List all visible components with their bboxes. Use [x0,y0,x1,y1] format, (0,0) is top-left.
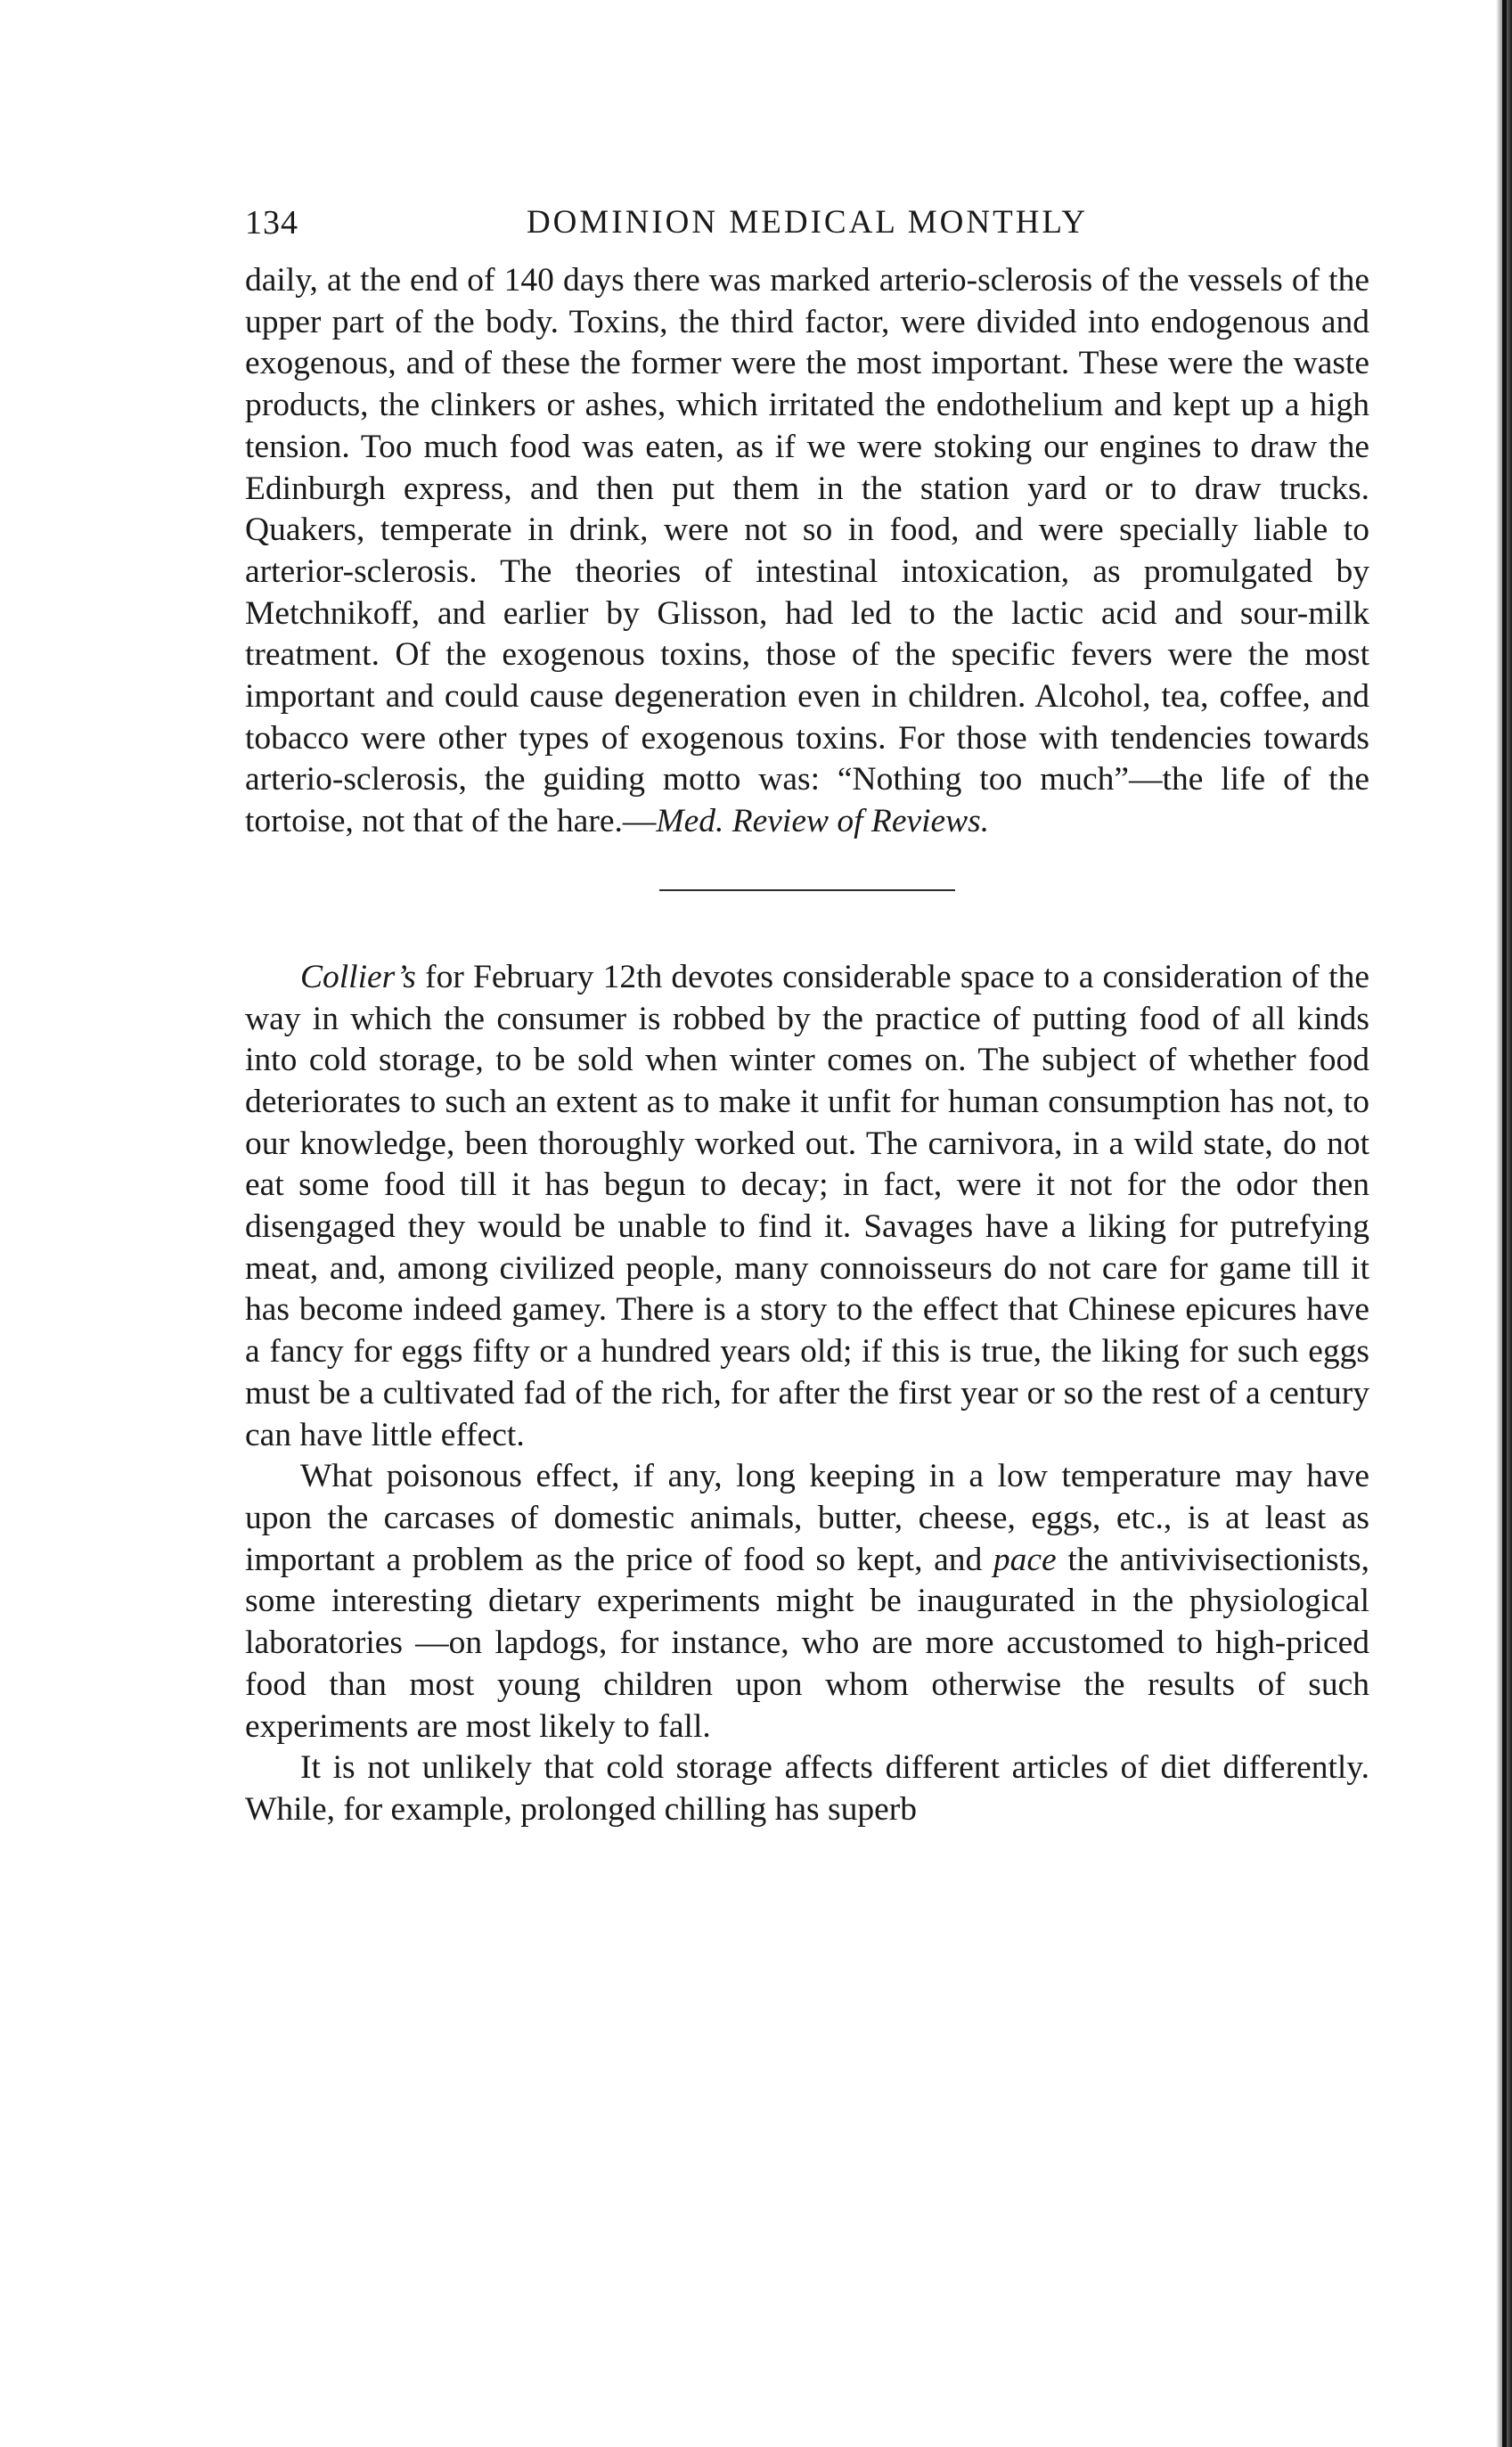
continued-paragraph [245,260,1369,843]
article-paragraph-2-text-before: What poisonous effect, if any, long keeping in a low temperature may have upon the carcases of domestic animals, butter, cheese, eggs, etc., is at least as important a problem as the price of food so kept, and [245,1458,1369,1578]
source-citation: Med. Review of Reviews. [656,803,990,840]
page [245,203,1369,1831]
page-edge-line [1502,0,1507,2447]
section-divider [659,889,955,891]
publication-name: Collier’s [300,958,416,995]
page-header [245,203,1369,248]
italic-word: pace [993,1541,1057,1578]
continued-paragraph-text: daily, at the end of 140 days there was marked arterio-sclerosis of the vessels of the upper part of the body. Toxins, the third factor, were divided into endogenous and exogenous, and of these the former were the most important. These were the waste products, the clinkers or ashes, which irritated the endothelium and kept up a high tension. Too much food was eaten, as if we were stoking our engines to draw the Edinburgh express, and then put them in the station yard or to draw trucks. Quakers, temperate in drink, were not so in food, and were specially liable to arterior-sclerosis. The theories of intestinal intoxication, as promulgated by Metchnikoff, and earlier by Glisson, had led to the lactic acid and sour-milk treatment. Of the exogenous toxins, those of the specific fevers were the most important and could cause degeneration even in children. Alcohol, tea, coffee, and tobacco were other types of exogenous toxins. For those with tendencies towards arterio-sclerosis, the guiding motto was: “Nothing too much”—the life of the tortoise, not that of the hare.— [245,262,1369,840]
article-paragraph-2 [245,1456,1369,1747]
article-paragraph-3-text: It is not unlikely that cold storage affects different articles of diet differently. While, for example, prolonged chilling has superb [245,1749,1369,1828]
article-paragraph-1 [245,957,1369,1456]
article-paragraph-3 [245,1747,1369,1830]
page-number: 134 [245,204,298,241]
running-head: DOMINION MEDICAL MONTHLY [526,204,1089,241]
article-paragraph-2-text-after: the antivivisectionists, some interesting dietary experiments might be inaugurated in the physiological laboratories —on lapdogs, for instance, who are more accustomed to high-priced food than most young children upon whom otherwise the results of such experiments are most likely to fall. [245,1541,1369,1745]
article-paragraph-1-text: for February 12th devotes considerable space to a consideration of the way in which the consumer is robbed by the practice of putting food of all kinds into cold storage, to be sold when winter comes on. The subject of whether food deteriorates to such an extent as to make it unfit for human consumption has not, to our knowledge, been thoroughly worked out. The carnivora, in a wild state, do not eat some food till it has begun to decay; in fact, were it not for the odor then disengaged they would be unable to find it. Savages have a liking for putrefying meat, and, among civilized people, many connoisseurs do not care for game till it has become indeed gamey. There is a story to the effect that Chinese epicures have a fancy for eggs fifty or a hundred years old; if this is true, the liking for such eggs must be a cultivated fad of the rich, for after the first year or so the rest of a century can have little effect. [245,958,1369,1453]
